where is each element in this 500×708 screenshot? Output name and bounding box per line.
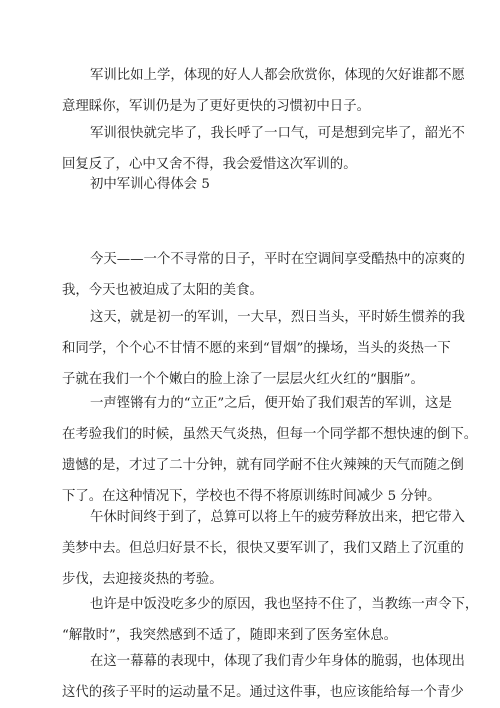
paragraph-8 (62, 646, 465, 708)
paragraph-4 (62, 302, 465, 395)
paragraph-line: 也许是中饭没吃多少的原因，我也坚持不住了，当教练一声令下， (90, 597, 479, 612)
paragraph-5 (62, 388, 478, 512)
paragraph-line: 遗憾的是，才过了二十分钟，就有同学耐不住火辣辣的天气而随之倒 (62, 458, 464, 473)
paragraph-line: 午休时间终于到了，总算可以将上午的疲劳释放出来，把它带入 (90, 510, 465, 525)
paragraph-line: 子就在我们一个个嫩白的脸上涂了一层层火红火红的“胭脂”。 (62, 372, 424, 387)
paragraph-line: 在这一幕幕的表现中，体现了我们青少年身体的脆弱，也体现出 (90, 654, 465, 669)
paragraph-line: 美梦中去。但总归好景不长，很快又要军训了，我们又踏上了沉重的 (62, 541, 464, 556)
paragraph-line: 下了。在这种情况下，学校也不得不将原训练时间减少 5 分钟。 (62, 489, 441, 504)
paragraph-line: 回复反了，心中又舍不得，我会爱惜这次军训的。 (62, 157, 357, 172)
paragraph-line: 今天——一个不寻常的日子，平时在空调间享受酷热中的凉爽的 (90, 252, 465, 267)
paragraph-3 (62, 244, 465, 306)
paragraph-line: 军训比如上学，体现的好人人都会欣赏你，体现的欠好谁都不愿 (90, 68, 465, 83)
paragraph-line: 和同学，个个心不甘情不愿的来到“冒烟”的操场，当头的炎热一下 (62, 341, 451, 356)
paragraph-7 (62, 589, 479, 651)
section-heading: 初中军训心得体会 5 (90, 177, 210, 192)
paragraph-1 (62, 60, 465, 122)
paragraph-line: “解散时”，我突然感到不适了，随即来到了医务室休息。 (62, 628, 398, 643)
paragraph-line: 在考验我们的时候，虽然天气炎热，但每一个同学都不想快速的倒下。 (62, 427, 478, 442)
paragraph-6 (62, 502, 465, 595)
paragraph-line: 一声铿锵有力的“立正”之后，便开始了我们艰苦的军训，这是 (90, 396, 452, 411)
paragraph-line: 步伐，去迎接炎热的考验。 (62, 572, 223, 587)
paragraph-line: 这代的孩子平时的运动量不足。通过这件事，也应该能给每一个青少 (62, 685, 464, 700)
paragraph-line: 意理睬你，军训仍是为了更好更快的习惯初中日子。 (62, 99, 370, 114)
paragraph-line: 这天，就是初一的军训，一大早，烈日当头，平时娇生惯养的我 (90, 310, 465, 325)
paragraph-line: 我，今天也被迫成了太阳的美食。 (62, 283, 263, 298)
paragraph-line: 军训很快就完毕了，我长呼了一口气，可是想到完毕了，韶光不 (90, 126, 465, 141)
